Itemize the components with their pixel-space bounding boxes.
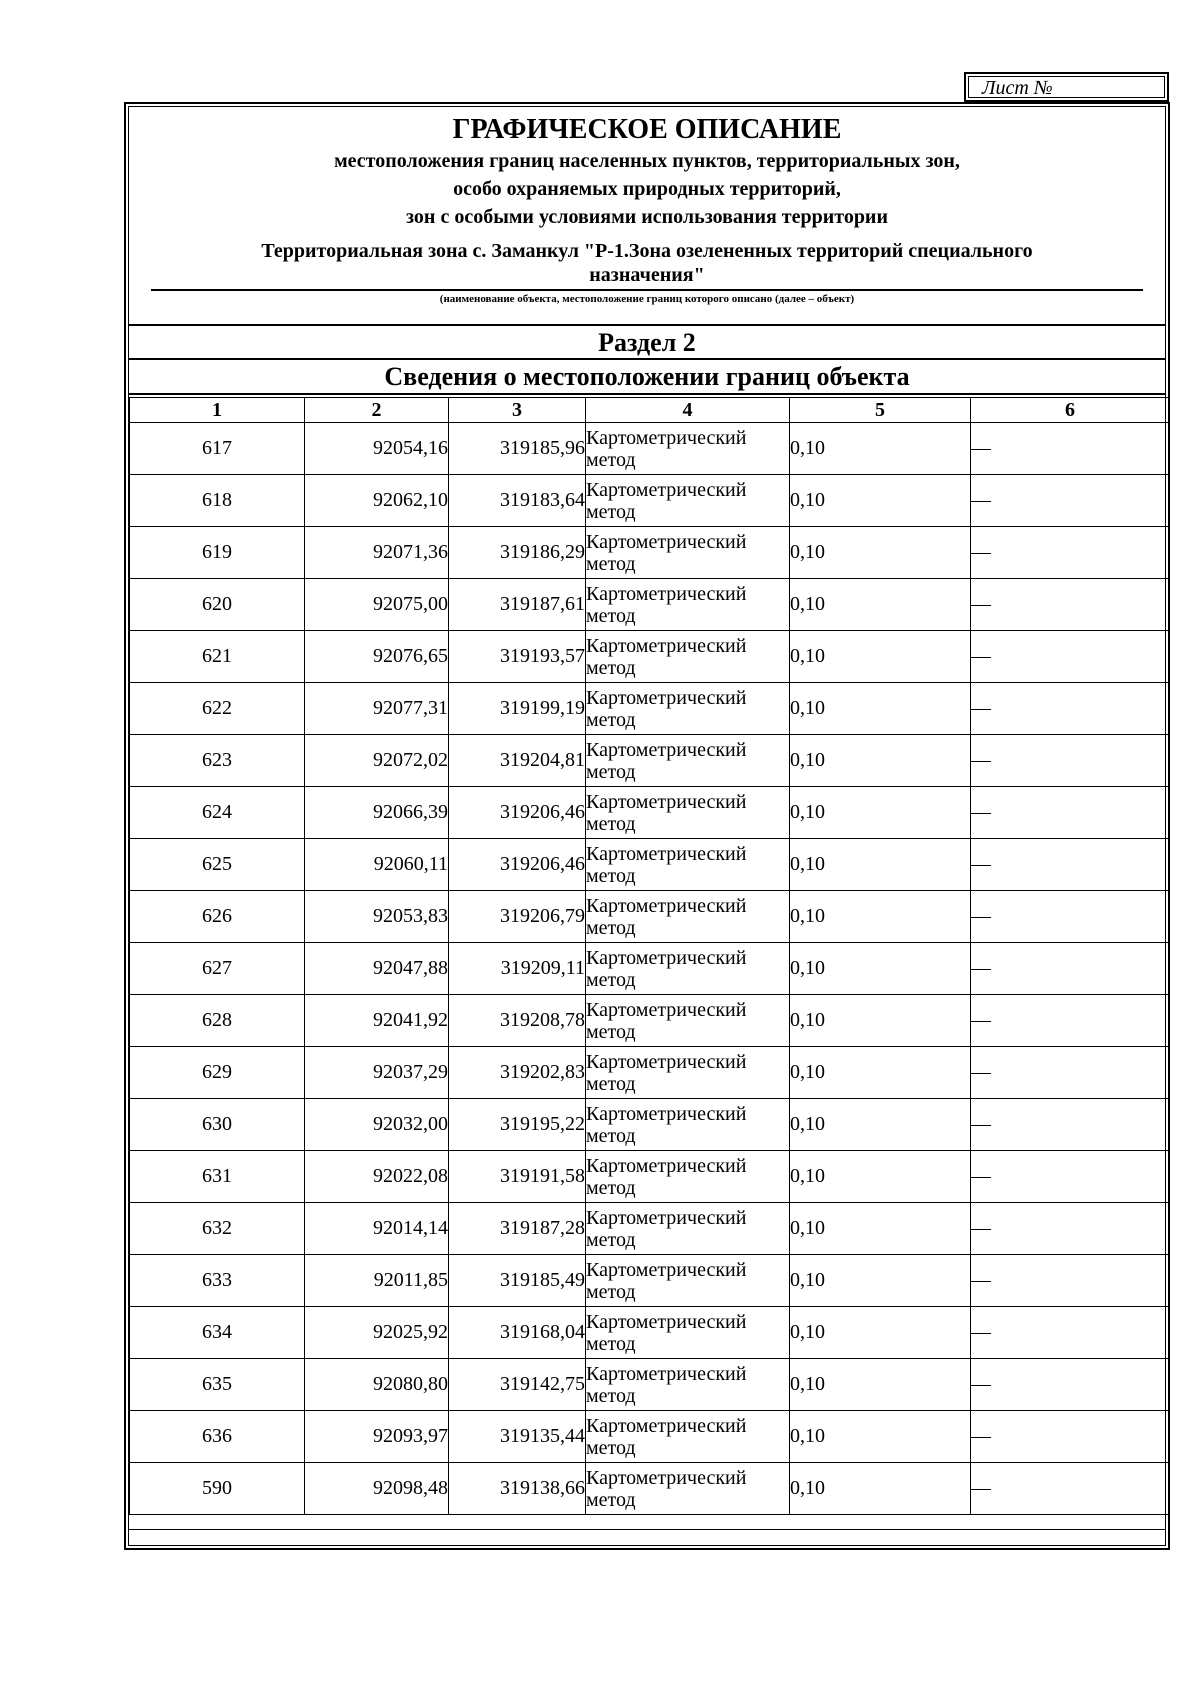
point-number-cell: 634 (130, 1307, 305, 1359)
precision-cell: 0,10 (790, 1203, 971, 1255)
point-number-cell: 628 (130, 995, 305, 1047)
method-cell: Картометрический метод (586, 1099, 790, 1151)
point-number-cell: 635 (130, 1359, 305, 1411)
table-row (130, 1047, 1170, 1099)
description-cell (971, 1151, 1170, 1203)
point-number-cell: 631 (130, 1151, 305, 1203)
x-coordinate-cell: 92022,08 (305, 1151, 449, 1203)
sheet-number-label: Лист № (982, 77, 1053, 99)
description-cell (971, 943, 1170, 995)
precision-cell: 0,10 (790, 1047, 971, 1099)
point-number-cell: 619 (130, 527, 305, 579)
table-row (130, 683, 1170, 735)
dash-mark: — (971, 801, 991, 823)
table-row (130, 1203, 1170, 1255)
description-cell (971, 1359, 1170, 1411)
table-row (130, 423, 1170, 475)
y-coordinate-cell: 319185,49 (449, 1255, 586, 1307)
dash-mark: — (971, 853, 991, 875)
precision-cell: 0,10 (790, 1099, 971, 1151)
y-coordinate-cell: 319185,96 (449, 423, 586, 475)
precision-cell: 0,10 (790, 995, 971, 1047)
description-cell (971, 1099, 1170, 1151)
table-row (130, 1255, 1170, 1307)
y-coordinate-cell: 319206,46 (449, 839, 586, 891)
precision-cell: 0,10 (790, 579, 971, 631)
dash-mark: — (971, 749, 991, 771)
y-coordinate-cell: 319206,79 (449, 891, 586, 943)
table-row (130, 475, 1170, 527)
method-cell: Картометрический метод (586, 1411, 790, 1463)
x-coordinate-cell: 92053,83 (305, 891, 449, 943)
description-cell (971, 631, 1170, 683)
precision-cell: 0,10 (790, 1411, 971, 1463)
method-cell: Картометрический метод (586, 839, 790, 891)
x-coordinate-cell: 92047,88 (305, 943, 449, 995)
table-row (130, 579, 1170, 631)
point-number-cell: 622 (130, 683, 305, 735)
precision-cell: 0,10 (790, 1359, 971, 1411)
precision-cell: 0,10 (790, 735, 971, 787)
description-cell (971, 1255, 1170, 1307)
point-number-cell: 590 (130, 1463, 305, 1515)
object-name-line-1: Территориальная зона с. Заманкул "Р-1.Зона озелененных территорий специального (261, 240, 1033, 262)
x-coordinate-cell: 92062,10 (305, 475, 449, 527)
y-coordinate-cell: 319142,75 (449, 1359, 586, 1411)
section-number: Раздел 2 (129, 324, 1165, 359)
dash-mark: — (971, 697, 991, 719)
method-cell: Картометрический метод (586, 1463, 790, 1515)
precision-cell: 0,10 (790, 527, 971, 579)
x-coordinate-cell: 92032,00 (305, 1099, 449, 1151)
y-coordinate-cell: 319193,57 (449, 631, 586, 683)
section-title: Сведения о местоположении границ объекта (129, 358, 1165, 394)
table-row (130, 943, 1170, 995)
description-cell (971, 1411, 1170, 1463)
x-coordinate-cell: 92014,14 (305, 1203, 449, 1255)
x-coordinate-cell: 92037,29 (305, 1047, 449, 1099)
method-cell: Картометрический метод (586, 735, 790, 787)
method-cell: Картометрический метод (586, 683, 790, 735)
method-cell: Картометрический метод (586, 1047, 790, 1099)
table-row (130, 735, 1170, 787)
x-coordinate-cell: 92098,48 (305, 1463, 449, 1515)
y-coordinate-cell: 319204,81 (449, 735, 586, 787)
method-cell: Картометрический метод (586, 1255, 790, 1307)
description-cell (971, 423, 1170, 475)
x-coordinate-cell: 92080,80 (305, 1359, 449, 1411)
dash-mark: — (971, 645, 991, 667)
description-cell (971, 1463, 1170, 1515)
table-row (130, 1151, 1170, 1203)
y-coordinate-cell: 319199,19 (449, 683, 586, 735)
x-coordinate-cell: 92054,16 (305, 423, 449, 475)
y-coordinate-cell: 319186,29 (449, 527, 586, 579)
subtitle-line-2: особо охраняемых природных территорий, (453, 178, 841, 200)
precision-cell: 0,10 (790, 1463, 971, 1515)
dash-mark: — (971, 957, 991, 979)
x-coordinate-cell: 92076,65 (305, 631, 449, 683)
description-cell (971, 1307, 1170, 1359)
y-coordinate-cell: 319191,58 (449, 1151, 586, 1203)
precision-cell: 0,10 (790, 1255, 971, 1307)
point-number-cell: 632 (130, 1203, 305, 1255)
header-col-5: 5 (790, 398, 971, 423)
precision-cell: 0,10 (790, 423, 971, 475)
object-caption: (наименование объекта, местоположение границ которого описано (далее – объект) (439, 293, 855, 305)
dash-mark: — (971, 1321, 991, 1343)
dash-mark: — (971, 1113, 991, 1135)
x-coordinate-cell: 92041,92 (305, 995, 449, 1047)
method-cell: Картометрический метод (586, 1151, 790, 1203)
subtitle-line-3: зон с особыми условиями использования территории (406, 206, 888, 228)
point-number-cell: 626 (130, 891, 305, 943)
y-coordinate-cell: 319202,83 (449, 1047, 586, 1099)
table-row (130, 1463, 1170, 1515)
point-number-cell: 633 (130, 1255, 305, 1307)
table-row (130, 995, 1170, 1047)
method-cell: Картометрический метод (586, 1203, 790, 1255)
point-number-cell: 630 (130, 1099, 305, 1151)
point-number-cell: 636 (130, 1411, 305, 1463)
precision-cell: 0,10 (790, 943, 971, 995)
precision-cell: 0,10 (790, 631, 971, 683)
header-col-4: 4 (586, 398, 790, 423)
point-number-cell: 620 (130, 579, 305, 631)
y-coordinate-cell: 319206,46 (449, 787, 586, 839)
table-row (130, 787, 1170, 839)
x-coordinate-cell: 92011,85 (305, 1255, 449, 1307)
dash-mark: — (971, 1425, 991, 1447)
object-name-underline (151, 289, 1143, 291)
point-number-cell: 617 (130, 423, 305, 475)
dash-mark: — (971, 437, 991, 459)
point-number-cell: 624 (130, 787, 305, 839)
method-cell: Картометрический метод (586, 1307, 790, 1359)
object-name-line-2: назначения" (589, 264, 705, 286)
x-coordinate-cell: 92066,39 (305, 787, 449, 839)
x-coordinate-cell: 92072,02 (305, 735, 449, 787)
description-cell (971, 527, 1170, 579)
y-coordinate-cell: 319138,66 (449, 1463, 586, 1515)
table-row (130, 891, 1170, 943)
point-number-cell: 629 (130, 1047, 305, 1099)
method-cell: Картометрический метод (586, 943, 790, 995)
point-number-cell: 623 (130, 735, 305, 787)
y-coordinate-cell: 319209,11 (449, 943, 586, 995)
sheet-number-box (964, 72, 1169, 102)
method-cell: Картометрический метод (586, 423, 790, 475)
dash-mark: — (971, 905, 991, 927)
y-coordinate-cell: 319187,28 (449, 1203, 586, 1255)
header-col-2: 2 (305, 398, 449, 423)
table-row (130, 631, 1170, 683)
precision-cell: 0,10 (790, 683, 971, 735)
method-cell: Картометрический метод (586, 631, 790, 683)
table-body (130, 423, 1170, 1515)
precision-cell: 0,10 (790, 1151, 971, 1203)
coordinates-table (129, 397, 1170, 1515)
x-coordinate-cell: 92060,11 (305, 839, 449, 891)
method-cell: Картометрический метод (586, 891, 790, 943)
object-name (169, 239, 1125, 287)
header-col-6: 6 (971, 398, 1170, 423)
dash-mark: — (971, 1217, 991, 1239)
table-header-row (130, 398, 1170, 423)
precision-cell: 0,10 (790, 475, 971, 527)
table-bottom-strip (129, 1529, 1165, 1550)
y-coordinate-cell: 319183,64 (449, 475, 586, 527)
table-row (130, 527, 1170, 579)
dash-mark: — (971, 541, 991, 563)
method-cell: Картометрический метод (586, 579, 790, 631)
y-coordinate-cell: 319168,04 (449, 1307, 586, 1359)
method-cell: Картометрический метод (586, 995, 790, 1047)
document-title: ГРАФИЧЕСКОЕ ОПИСАНИЕ (452, 114, 842, 145)
dash-mark: — (971, 1165, 991, 1187)
y-coordinate-cell: 319208,78 (449, 995, 586, 1047)
precision-cell: 0,10 (790, 787, 971, 839)
y-coordinate-cell: 319187,61 (449, 579, 586, 631)
y-coordinate-cell: 319195,22 (449, 1099, 586, 1151)
method-cell: Картометрический метод (586, 787, 790, 839)
dash-mark: — (971, 593, 991, 615)
x-coordinate-cell: 92075,00 (305, 579, 449, 631)
precision-cell: 0,10 (790, 1307, 971, 1359)
precision-cell: 0,10 (790, 891, 971, 943)
dash-mark: — (971, 1061, 991, 1083)
method-cell: Картометрический метод (586, 527, 790, 579)
description-cell (971, 839, 1170, 891)
description-cell (971, 787, 1170, 839)
method-cell: Картометрический метод (586, 1359, 790, 1411)
x-coordinate-cell: 92093,97 (305, 1411, 449, 1463)
point-number-cell: 621 (130, 631, 305, 683)
table-row (130, 1411, 1170, 1463)
dash-mark: — (971, 1009, 991, 1031)
description-cell (971, 735, 1170, 787)
subtitle-line-1: местоположения границ населенных пунктов, территориальных зон, (334, 150, 960, 172)
description-cell (971, 475, 1170, 527)
x-coordinate-cell: 92077,31 (305, 683, 449, 735)
description-cell (971, 1203, 1170, 1255)
method-cell: Картометрический метод (586, 475, 790, 527)
point-number-cell: 618 (130, 475, 305, 527)
description-cell (971, 579, 1170, 631)
header-col-1: 1 (130, 398, 305, 423)
header-col-3: 3 (449, 398, 586, 423)
table-row (130, 839, 1170, 891)
document-subtitle (129, 147, 1165, 231)
document-frame (124, 102, 1170, 1550)
x-coordinate-cell: 92025,92 (305, 1307, 449, 1359)
dash-mark: — (971, 1477, 991, 1499)
table-row (130, 1307, 1170, 1359)
dash-mark: — (971, 1269, 991, 1291)
document-frame-inner (128, 106, 1166, 1546)
precision-cell: 0,10 (790, 839, 971, 891)
dash-mark: — (971, 1373, 991, 1395)
table-row (130, 1099, 1170, 1151)
description-cell (971, 995, 1170, 1047)
dash-mark: — (971, 489, 991, 511)
table-row (130, 1359, 1170, 1411)
description-cell (971, 891, 1170, 943)
description-cell (971, 1047, 1170, 1099)
point-number-cell: 625 (130, 839, 305, 891)
y-coordinate-cell: 319135,44 (449, 1411, 586, 1463)
point-number-cell: 627 (130, 943, 305, 995)
description-cell (971, 683, 1170, 735)
x-coordinate-cell: 92071,36 (305, 527, 449, 579)
